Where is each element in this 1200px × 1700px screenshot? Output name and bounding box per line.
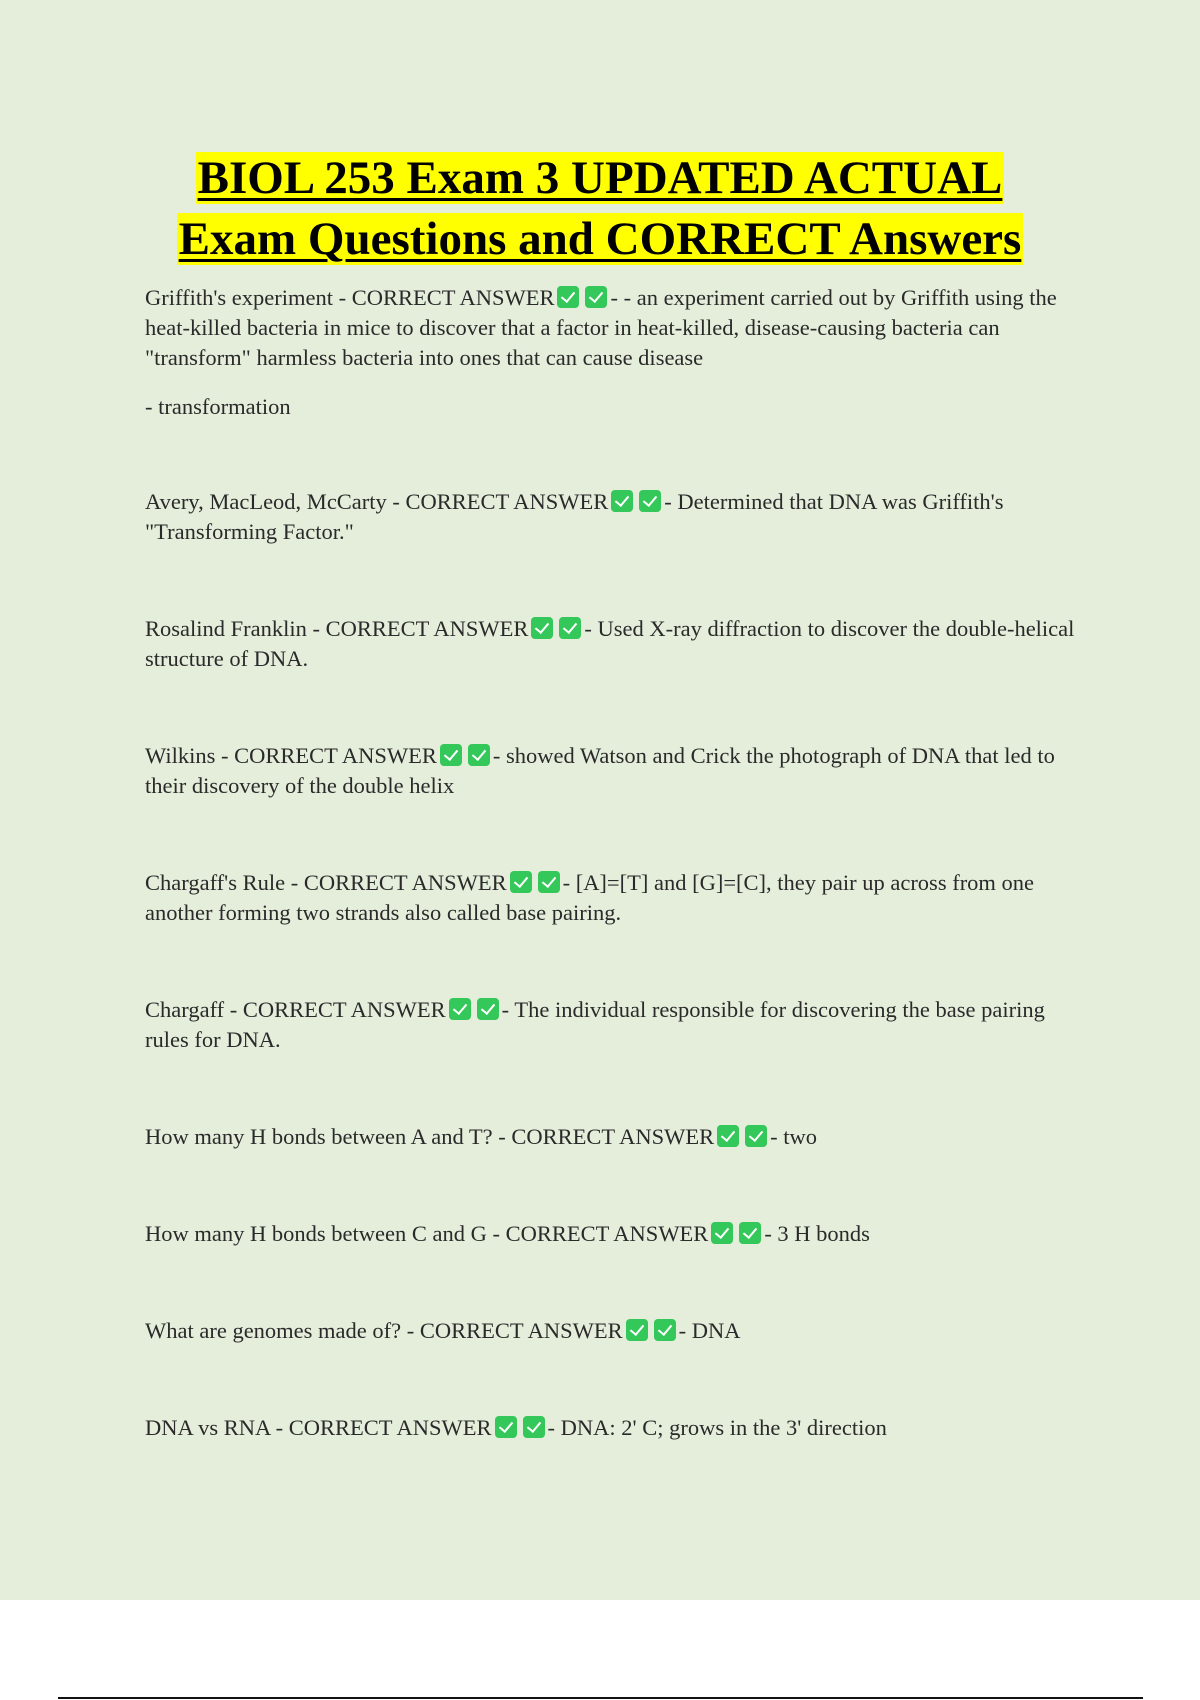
qa-item-h-bonds-cg: [145, 1219, 1090, 1249]
green-checkmark-icon: [739, 1222, 761, 1244]
qa-term: Avery, MacLeod, McCarty -: [145, 489, 406, 514]
green-checkmark-icon: [626, 1319, 648, 1341]
qa-answer: - [A]=[T] and [G]=[C], they pair up across from one another forming two strands also called base pairing.: [145, 870, 1035, 925]
qa-answer: - Determined that DNA was Griffith's "Transforming Factor.": [145, 489, 1004, 544]
qa-item-griffith-extra: - transformation: [145, 394, 291, 419]
green-checkmark-icon: [557, 286, 579, 308]
title-line-2: Exam Questions and CORRECT Answers: [178, 213, 1022, 265]
qa-answer: - showed Watson and Crick the photograph of DNA that led to their discovery of the double helix: [145, 743, 1055, 798]
green-checkmark-icon: [495, 1416, 517, 1438]
qa-answer: - DNA: [678, 1318, 741, 1343]
qa-term: What are genomes made of? -: [145, 1318, 420, 1343]
answer-marker: CORRECT ANSWER: [419, 1318, 623, 1343]
green-checkmark-icon: [510, 871, 532, 893]
qa-answer: - DNA: 2' C; grows in the 3' direction: [547, 1415, 887, 1440]
qa-item-chargaffs-rule: [145, 868, 1090, 928]
qa-answer: - 3 H bonds: [764, 1221, 870, 1246]
footer-divider: [58, 1697, 1143, 1699]
answer-marker: CORRECT ANSWER: [325, 616, 529, 641]
answer-marker: CORRECT ANSWER: [351, 285, 555, 310]
qa-item-wilkins: [145, 741, 1090, 801]
qa-item-h-bonds-at: [145, 1122, 1090, 1152]
green-checkmark-icon: [477, 998, 499, 1020]
green-checkmark-icon: [639, 490, 661, 512]
green-checkmark-icon: [711, 1222, 733, 1244]
qa-item-griffith: [145, 283, 1090, 373]
qa-term: DNA vs RNA -: [145, 1415, 289, 1440]
qa-answer: - - an experiment carried out by Griffith using the heat-killed bacteria in mice to discover that a factor in heat-killed, disease-causing bacteria can "transform" harmless bacteria into ones that can cause disease: [145, 285, 1057, 370]
answer-marker: CORRECT ANSWER: [288, 1415, 492, 1440]
green-checkmark-icon: [585, 286, 607, 308]
qa-answer: - The individual responsible for discovering the base pairing rules for DNA.: [145, 997, 1045, 1052]
green-checkmark-icon: [654, 1319, 676, 1341]
green-checkmark-icon: [611, 490, 633, 512]
green-checkmark-icon: [523, 1416, 545, 1438]
green-checkmark-icon: [717, 1125, 739, 1147]
answer-marker: CORRECT ANSWER: [234, 743, 437, 768]
green-checkmark-icon: [440, 744, 462, 766]
qa-term: How many H bonds between A and T? -: [145, 1124, 512, 1149]
green-checkmark-icon: [468, 744, 490, 766]
title-line-1: BIOL 253 Exam 3 UPDATED ACTUAL: [197, 152, 1003, 204]
qa-answer: - two: [770, 1124, 818, 1149]
document-title: [0, 148, 1200, 270]
qa-term: Griffith's experiment -: [145, 285, 352, 310]
answer-marker: CORRECT ANSWER: [303, 870, 507, 895]
qa-term: Rosalind Franklin -: [145, 616, 326, 641]
answer-marker: CORRECT ANSWER: [405, 489, 609, 514]
green-checkmark-icon: [538, 871, 560, 893]
green-checkmark-icon: [531, 617, 553, 639]
qa-item-genomes: [145, 1316, 1090, 1346]
green-checkmark-icon: [449, 998, 471, 1020]
qa-item-chargaff: [145, 995, 1090, 1055]
qa-term: Wilkins -: [145, 743, 235, 768]
qa-term: Chargaff's Rule -: [145, 870, 304, 895]
qa-term: Chargaff -: [145, 997, 243, 1022]
answer-marker: CORRECT ANSWER: [242, 997, 446, 1022]
answer-marker: CORRECT ANSWER: [511, 1124, 715, 1149]
qa-item-franklin: [145, 614, 1090, 674]
qa-answer: - Used X-ray diffraction to discover the double-helical structure of DNA.: [145, 616, 1075, 671]
qa-item-dna-vs-rna: [145, 1413, 1090, 1443]
qa-term: How many H bonds between C and G -: [145, 1221, 506, 1246]
qa-item-avery: [145, 487, 1090, 547]
answer-marker: CORRECT ANSWER: [505, 1221, 709, 1246]
green-checkmark-icon: [745, 1125, 767, 1147]
green-checkmark-icon: [559, 617, 581, 639]
